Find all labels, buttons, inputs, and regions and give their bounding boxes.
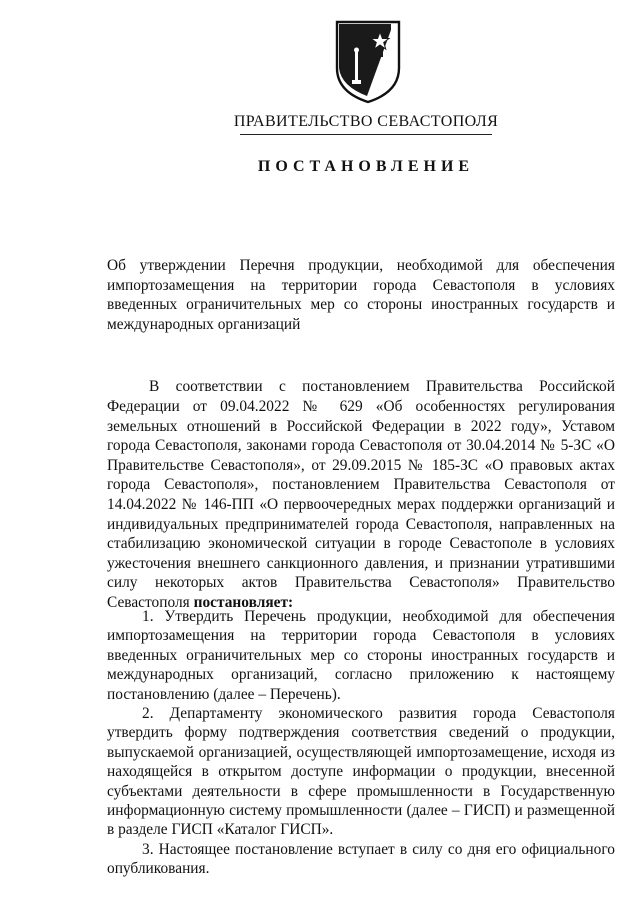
resolution-items [107,607,615,879]
document-subject: Об утверждении Перечня продукции, необходимой для обеспечения импортозамещения на территории города Севастополя в условиях введенных ограничительных мер со стороны иностранных государств и международных организаций [107,257,615,333]
resolves-word: постановляет: [193,593,294,611]
preamble-text: В соответствии с постановлением Правительства Российской Федерации от 09.04.2022 № 629 «Об особенностях регулирования земельных отношений в Российской Федерации в 2022 году», Уставом города Севастополя, законами города Севастополя от 30.04.2014 № 5-ЗС «О Правительстве Севастополя», от 29.09.2015 № 185-ЗС «О правовых актах города Севастополя», постановлением Правительства Севастополя от 14.04.2022 № 146-ПП «О первоочередных мерах поддержки организаций и индивидуальных предпринимателей города Севастополя, направленных на стабилизацию экономической ситуации в городе Севастополе в условиях ужесточения внешнего санкционного давления, и признании утратившими силу некоторых актов Правительства Севастополя» Правительство Севастополя [107,378,615,611]
resolution-item-1: 1. Утвердить Перечень продукции, необходимой для обеспечения импортозамещения на территории города Севастополя в условиях введенных ограничительных мер со стороны иностранных государств и международных организаций, согласно приложению к настоящему постановлению (далее – Перечень). [107,608,615,703]
document-type-heading: ПОСТАНОВЛЕНИЕ [257,158,475,175]
resolution-item-2: 2. Департаменту экономического развития города Севастополя утвердить форму подтверждения соответствия сведений о продукции, выпускаемой организацией, осуществляющей импортозамещение, исходя из находящейся в открытом доступе информации о продукции, внесенной субъектами деятельности в сфере промышленности в Государственную информационную систему промышленности (далее – ГИСП) и размещенной в разделе ГИСП «Каталог ГИСП». [107,705,615,839]
government-title: ПРАВИТЕЛЬСТВО СЕВАСТОПОЛЯ [233,113,499,130]
sevastopol-coat-of-arms-icon [333,18,403,104]
title-underline [240,134,492,135]
preamble-paragraph [107,377,615,612]
resolution-item-3: 3. Настоящее постановление вступает в силу со дня его официального опубликования. [107,840,615,878]
